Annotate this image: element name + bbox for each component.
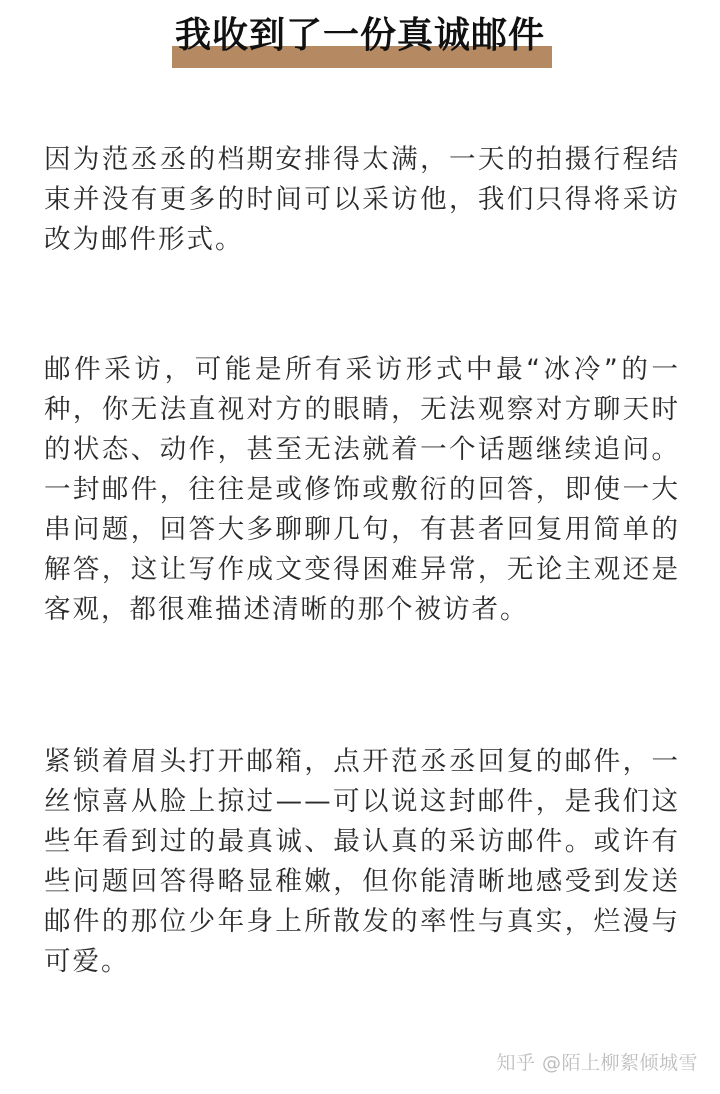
title-area [0,10,720,70]
article-title: 我收到了一份真诚邮件 [174,15,545,56]
paragraph-1: 因为范丞丞的档期安排得太满，一天的拍摄行程结束并没有更多的时间可以采访他，我们只得将采访改为邮件形式。 [44,144,680,255]
paragraph-3: 紧锁着眉头打开邮箱，点开范丞丞回复的邮件，一丝惊喜从脸上掠过——可以说这封邮件，是我们这些年看到过的最真诚、最认真的采访邮件。或许有些问题回答得略显稚嫩，但你能清晰地感受到发送邮件的那位少年身上所散发的率性与真实，烂漫与可爱。 [44,746,680,977]
paragraph-2: 邮件采访，可能是所有采访形式中最“冰冷”的一种，你无法直视对方的眼睛，无法观察对方聊天时的状态、动作，甚至无法就着一个话题继续追问。一封邮件，往往是或修饰或敷衍的回答，即使一大串问题，回答大多聊聊几句，有甚者回复用简单的解答，这让写作成文变得困难异常，无论主观还是客观，都很难描述清晰的那个被访者。 [44,354,680,625]
zhihu-watermark: 知乎 @陌上柳絮倾城雪 [496,1052,698,1074]
